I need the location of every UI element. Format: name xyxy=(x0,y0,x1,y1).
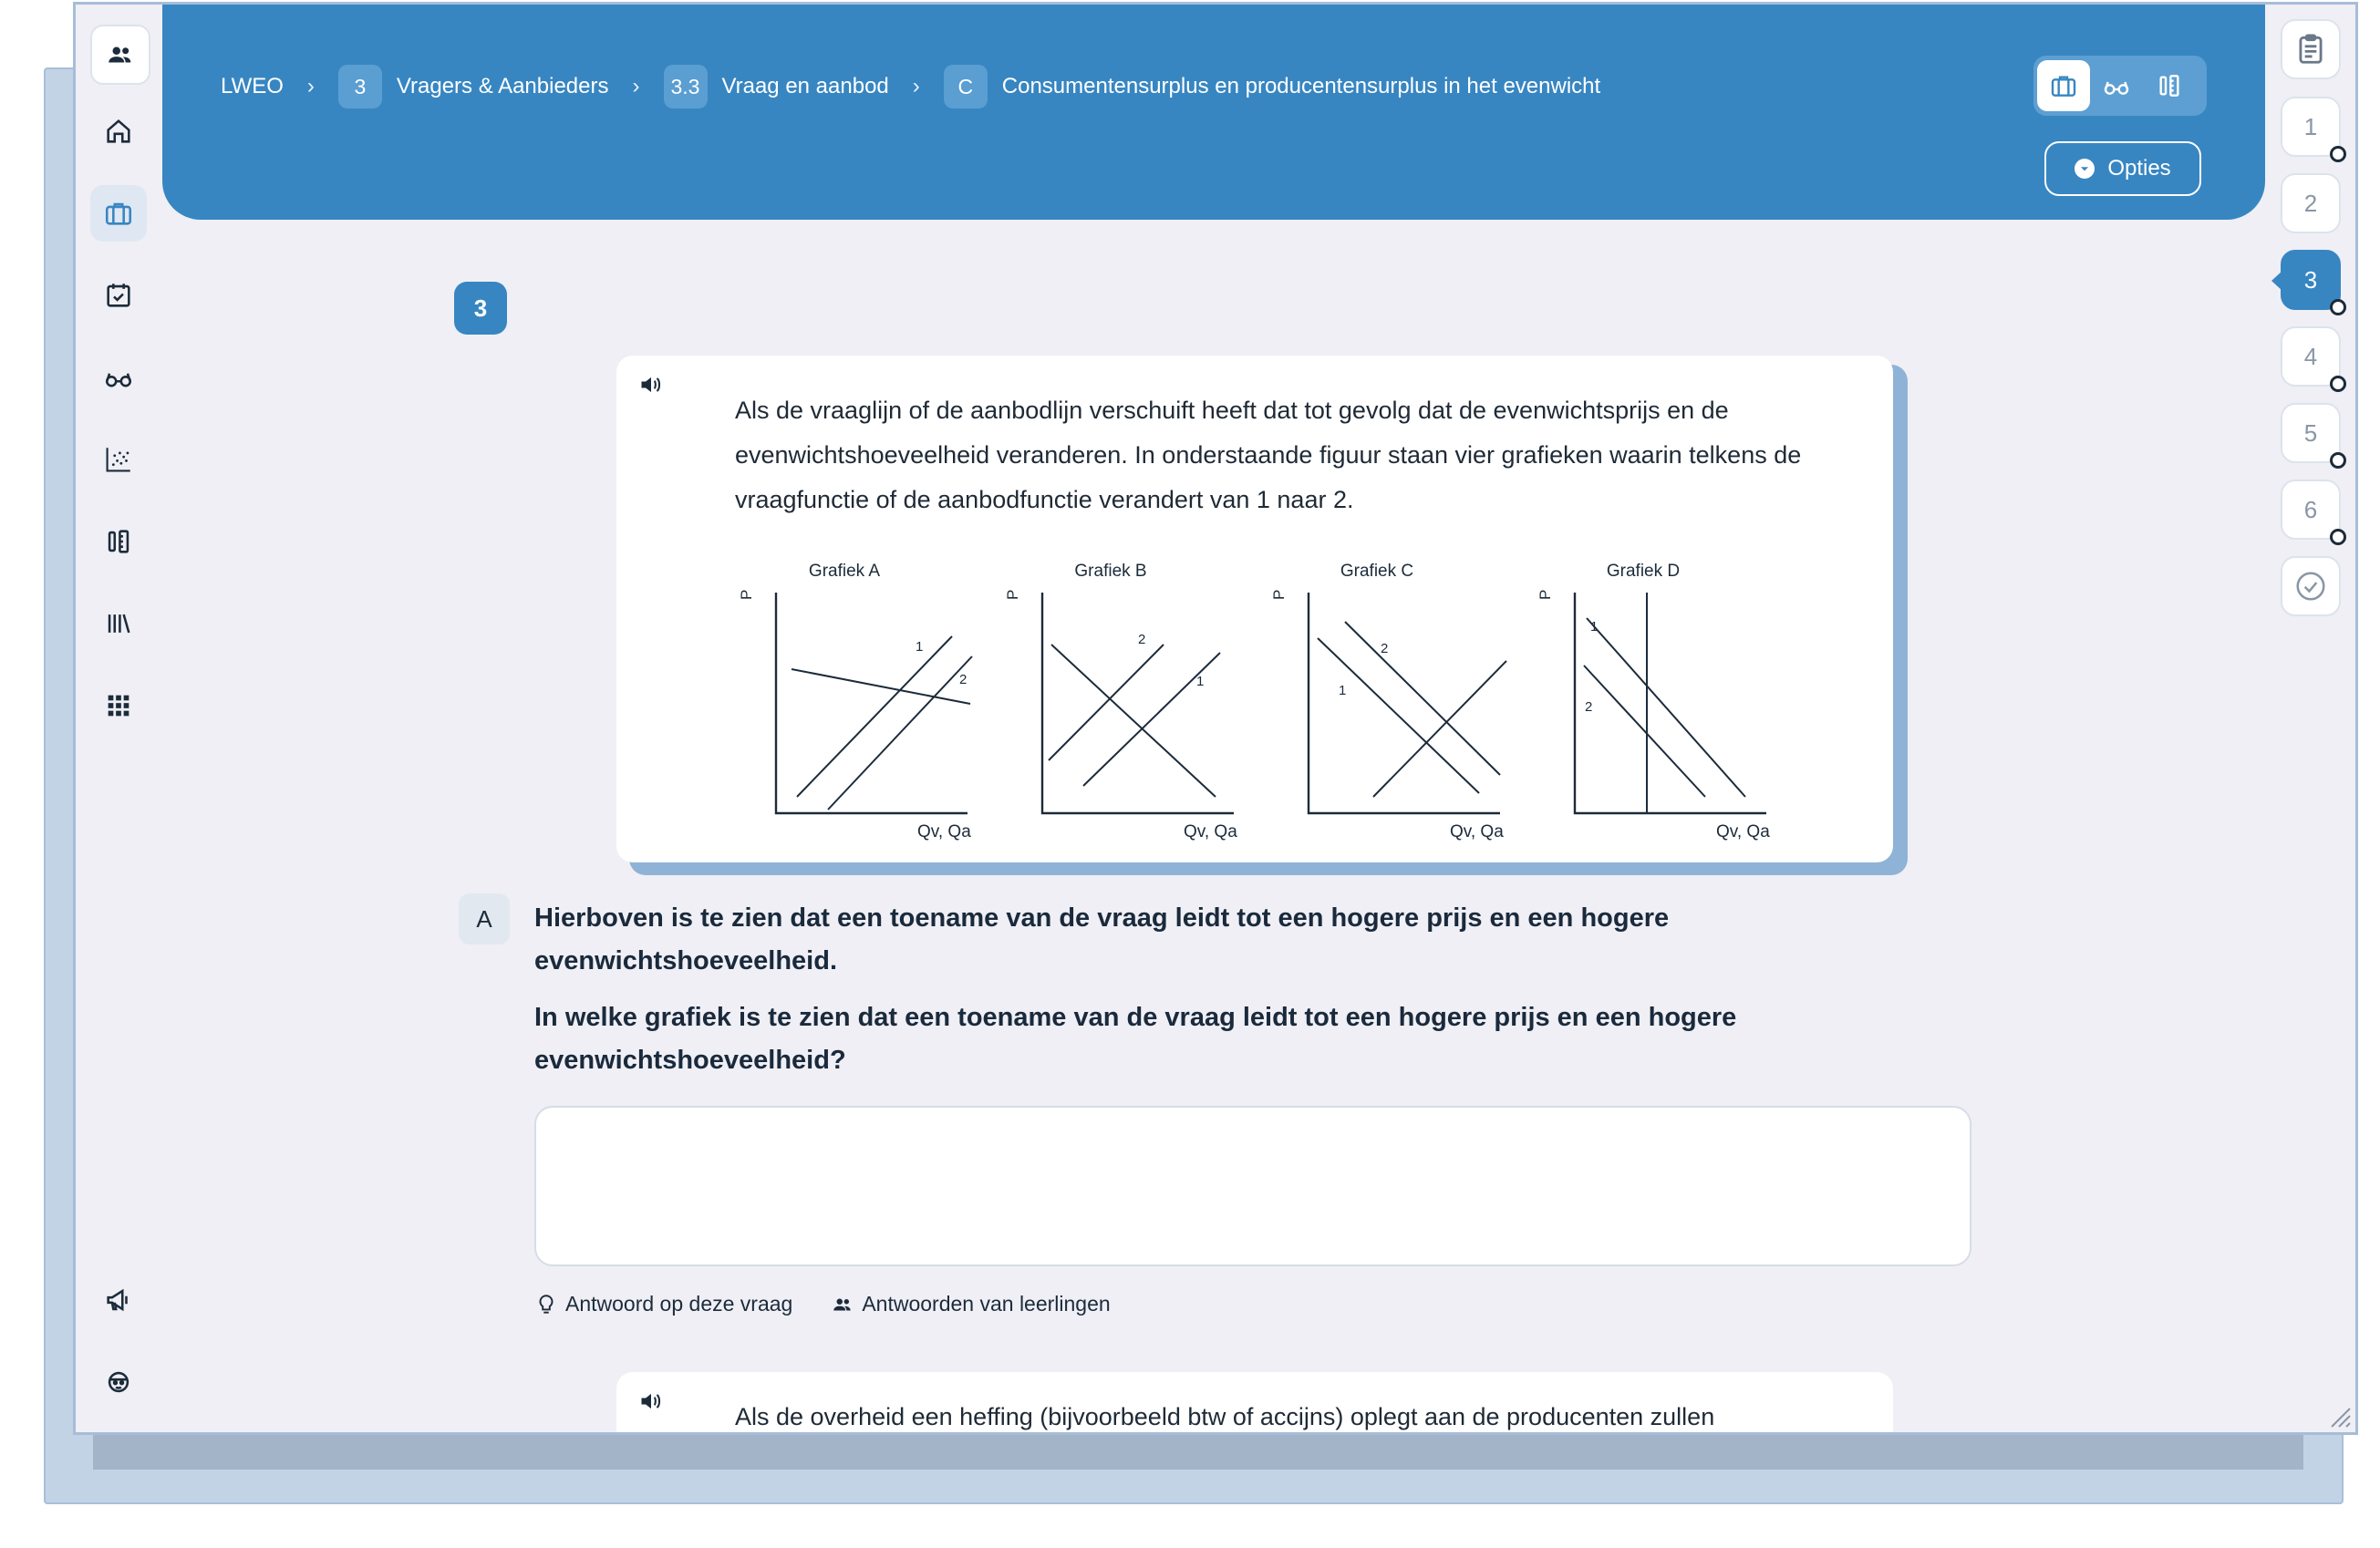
graph-d-ylabel: P xyxy=(1537,589,1554,600)
apps-button[interactable] xyxy=(90,677,147,734)
megaphone-icon xyxy=(103,1285,134,1316)
resize-grip-icon[interactable] xyxy=(2328,1405,2352,1429)
graph-c-ylabel: P xyxy=(1270,589,1288,600)
graph-d-label-1: 1 xyxy=(1590,619,1599,635)
student-answers-link[interactable] xyxy=(831,1292,1110,1316)
question-nav-4-label: 4 xyxy=(2303,342,2318,370)
users-icon xyxy=(105,39,136,70)
view-mode-toggle xyxy=(2033,56,2207,116)
status-dot xyxy=(2330,376,2346,392)
users-icon xyxy=(831,1293,854,1316)
graph-d-line-1 xyxy=(1587,618,1745,797)
question-nav-5[interactable] xyxy=(2281,403,2341,463)
graph-d xyxy=(1537,562,1770,841)
mode-tools-button[interactable] xyxy=(2143,60,2196,111)
check-circle-icon xyxy=(2293,569,2328,604)
student-answers-label: Antwoorden van leerlingen xyxy=(862,1292,1111,1316)
app-window xyxy=(73,2,2358,1435)
glasses-icon xyxy=(103,362,134,393)
briefcase-icon xyxy=(103,198,134,229)
left-sidebar xyxy=(76,5,160,1432)
own-answer-link[interactable] xyxy=(534,1292,792,1316)
mode-briefcase-button[interactable] xyxy=(2037,60,2090,111)
calendar-button[interactable] xyxy=(90,267,147,324)
library-icon xyxy=(103,608,134,639)
question-nav-4[interactable] xyxy=(2281,326,2341,387)
breadcrumb-subsection[interactable] xyxy=(944,65,1600,108)
graph-a-axes xyxy=(776,593,968,813)
graph-b-label-2: 2 xyxy=(1138,632,1146,647)
glasses-button[interactable] xyxy=(90,349,147,406)
question-nav-2[interactable] xyxy=(2281,173,2341,233)
next-question-card xyxy=(616,1372,1893,1435)
part-label-badge: A xyxy=(459,893,510,944)
graph-a-line-1 xyxy=(797,636,952,797)
graph-d-title: Grafiek D xyxy=(1606,562,1681,581)
question-nav-3-label: 3 xyxy=(2303,265,2318,294)
scatter-chart-button[interactable] xyxy=(90,431,147,488)
status-dot xyxy=(2330,529,2346,545)
question-nav-6-label: 6 xyxy=(2303,495,2318,523)
breadcrumb-separator: › xyxy=(306,74,315,98)
finish-button[interactable] xyxy=(2281,556,2341,616)
graph-a xyxy=(738,562,972,841)
graph-d-axes xyxy=(1575,593,1766,813)
graph-a-line-2 xyxy=(828,656,972,810)
glasses-icon xyxy=(2102,71,2131,100)
question-statement: Hierboven is te zien dat een toename van de vraag leidt tot een hogere prijs en een hogere evenwichtshoeveelheid. xyxy=(534,903,1670,975)
calendar-check-icon xyxy=(103,280,134,311)
breadcrumb-section[interactable] xyxy=(664,65,889,108)
breadcrumb-separator: › xyxy=(912,74,920,98)
question-part-a xyxy=(534,897,1866,1096)
graph-a-label-1: 1 xyxy=(916,639,924,655)
graph-b-axes xyxy=(1042,593,1234,813)
breadcrumb-root[interactable]: LWEO xyxy=(221,74,284,98)
status-dot xyxy=(2330,452,2346,469)
breadcrumb xyxy=(221,63,1600,110)
breadcrumb-chapter-label: Vragers & Aanbieders xyxy=(396,74,609,98)
graph-d-label-2: 2 xyxy=(1585,699,1593,715)
tools-icon xyxy=(103,526,134,557)
question-nav-3[interactable] xyxy=(2281,250,2341,310)
announcements-button[interactable] xyxy=(90,1272,147,1328)
graph-c-title: Grafiek C xyxy=(1340,562,1414,581)
next-question-intro: Als de overheid een heffing (bijvoorbeeld btw of accijns) oplegt aan de producenten zullen xyxy=(735,1403,1715,1430)
graph-b-line-1 xyxy=(1083,653,1220,786)
graph-c-xlabel: Qv, Qa xyxy=(1450,822,1504,841)
header-bar xyxy=(162,5,2265,220)
graph-a-label-2: 2 xyxy=(959,672,968,687)
users-button[interactable] xyxy=(90,25,150,85)
breadcrumb-section-badge: 3.3 xyxy=(664,65,708,108)
tools-icon xyxy=(2155,71,2184,100)
question-intro: Als de vraaglijn of de aanbodlijn verschuift heeft dat tot gevolg dat de evenwichtsprijs en de evenwichtshoeveelheid veranderen. In onderstaande figuur staan vier grafieken waarin telkens de vraagfunctie of de aanbodfunctie verandert van 1 naar 2. xyxy=(735,397,1802,513)
graph-b xyxy=(1004,562,1237,841)
briefcase-button[interactable] xyxy=(90,185,147,242)
home-icon xyxy=(103,116,134,147)
graph-a-ylabel: P xyxy=(738,589,755,600)
chevron-down-icon xyxy=(2075,159,2095,179)
options-button[interactable] xyxy=(2044,141,2201,196)
mascot-icon xyxy=(103,1367,134,1398)
graph-a-xlabel: Qv, Qa xyxy=(917,822,971,841)
question-nav-1[interactable] xyxy=(2281,97,2341,157)
library-button[interactable] xyxy=(90,595,147,652)
question-number-badge: 3 xyxy=(454,282,507,335)
grid-icon xyxy=(103,690,134,721)
support-button[interactable] xyxy=(90,1354,147,1410)
graph-c-axes xyxy=(1309,593,1500,813)
graphs-figure xyxy=(735,558,1829,841)
lightbulb-icon xyxy=(534,1293,558,1316)
question-card xyxy=(616,356,1893,862)
question-nav-5-label: 5 xyxy=(2303,418,2318,447)
breadcrumb-subsection-label: Consumentensurplus en producentensurplus in het evenwicht xyxy=(1001,74,1601,98)
breadcrumb-chapter-badge: 3 xyxy=(338,65,382,108)
home-button[interactable] xyxy=(90,103,147,160)
own-answer-label: Antwoord op deze vraag xyxy=(565,1292,793,1316)
briefcase-icon xyxy=(2049,71,2078,100)
breadcrumb-chapter[interactable] xyxy=(338,65,609,108)
graph-c-label-2: 2 xyxy=(1381,641,1389,656)
status-dot xyxy=(2330,146,2346,162)
graph-b-title: Grafiek B xyxy=(1074,562,1147,581)
answer-input[interactable] xyxy=(534,1106,1971,1266)
graph-c-label-1: 1 xyxy=(1339,683,1347,698)
graph-d-xlabel: Qv, Qa xyxy=(1716,822,1770,841)
speaker-icon[interactable] xyxy=(638,372,664,397)
graph-a-title: Grafiek A xyxy=(808,562,881,581)
breadcrumb-section-label: Vraag en aanbod xyxy=(721,74,889,98)
question-nav-1-label: 1 xyxy=(2303,112,2318,140)
graph-b-label-1: 1 xyxy=(1196,674,1205,689)
question-prompt: In welke grafiek is te zien dat een toename van de vraag leidt tot een hogere prijs en een hogere evenwichtshoeveelheid? xyxy=(534,1003,1737,1075)
graph-b-line-2 xyxy=(1049,645,1164,760)
question-nav-6[interactable] xyxy=(2281,480,2341,540)
question-nav-2-label: 2 xyxy=(2303,189,2318,217)
status-dot xyxy=(2330,299,2346,315)
graph-b-demand-line xyxy=(1051,645,1216,797)
breadcrumb-subsection-badge: C xyxy=(944,65,988,108)
graph-c xyxy=(1270,562,1506,841)
breadcrumb-separator: › xyxy=(632,74,640,98)
options-label: Opties xyxy=(2107,156,2171,181)
graph-b-xlabel: Qv, Qa xyxy=(1184,822,1237,841)
clipboard-button[interactable] xyxy=(2281,19,2341,79)
speaker-icon[interactable] xyxy=(638,1388,664,1414)
graph-c-supply-line xyxy=(1373,661,1506,797)
graph-c-line-2 xyxy=(1345,622,1500,775)
mode-glasses-button[interactable] xyxy=(2090,60,2143,111)
clipboard-icon xyxy=(2293,32,2328,67)
tools-button[interactable] xyxy=(90,513,147,570)
answer-links xyxy=(534,1292,1149,1316)
scatter-chart-icon xyxy=(103,444,134,475)
graph-b-ylabel: P xyxy=(1004,589,1021,600)
graph-c-line-1 xyxy=(1318,638,1479,793)
